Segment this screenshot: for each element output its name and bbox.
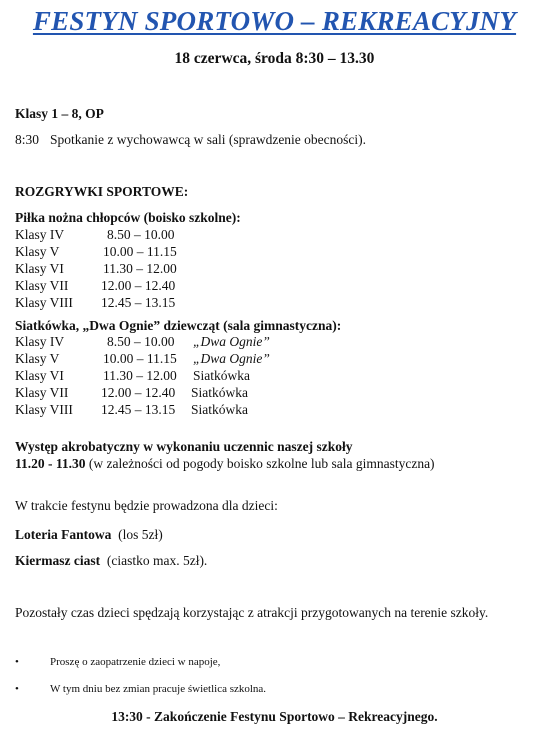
time-range: 12.00 – 12.40	[101, 278, 176, 293]
time-range: 11.30 – 12.00	[103, 261, 177, 276]
time-range: 10.00 – 11.15	[103, 244, 177, 259]
bullet-text: Proszę o zaopatrzenie dzieci w napoje,	[50, 656, 221, 668]
page-title: FESTYN SPORTOWO – REKREACYJNY	[32, 6, 517, 36]
football-heading: Piłka nożna chłopców (boisko szkolne):	[15, 210, 241, 225]
time-range: 10.00 – 11.15	[103, 351, 177, 366]
schedule-row	[15, 401, 270, 418]
schedule-row	[15, 260, 197, 277]
time-range: 12.00 – 12.40	[101, 385, 176, 400]
lottery-label: Loteria Fantowa	[15, 527, 112, 542]
volleyball-heading: Siatkówka, „Dwa Ognie” dziewcząt (sala gimnastyczna):	[15, 318, 342, 333]
time-range: 8.50 – 10.00	[107, 334, 175, 349]
event-date: 18 czerwca, środa 8:30 – 13.30	[174, 50, 375, 67]
bake-sale-line	[15, 552, 207, 569]
schedule-row	[15, 350, 270, 367]
schedule-row	[15, 333, 270, 350]
class-name: Klasy IV	[15, 227, 65, 242]
game-name: Siatkówka	[191, 385, 248, 400]
class-name: Klasy VI	[15, 261, 64, 276]
schedule-row	[15, 367, 270, 384]
classes-heading: Klasy 1 – 8, OP	[15, 106, 104, 121]
acrobatics-heading: Występ akrobatyczny w wykonaniu uczennic naszej szkoły	[15, 439, 353, 454]
schedule-row	[15, 226, 197, 243]
class-name: Klasy V	[15, 351, 60, 366]
bullet-dot-icon: •	[15, 683, 19, 695]
class-name: Klasy VIII	[15, 295, 73, 310]
class-name: Klasy IV	[15, 334, 65, 349]
remaining-time-text: Pozostały czas dzieci spędzają korzystając z atrakcji przygotowanych na terenie szkoły.	[15, 605, 489, 620]
schedule-row	[15, 384, 270, 401]
bullet-dot-icon: •	[15, 656, 19, 668]
lottery-line	[15, 526, 163, 543]
time-range: 12.45 – 13.15	[101, 295, 176, 310]
time-range: 12.45 – 13.15	[101, 402, 176, 417]
game-name: Siatkówka	[193, 368, 250, 383]
schedule-row	[15, 294, 197, 311]
bullet-item	[15, 656, 221, 668]
closing-line: 13:30 - Zakończenie Festynu Sportowo – Rekreacyjnego.	[111, 709, 438, 724]
game-name: „Dwa Ognie”	[193, 351, 270, 366]
bullet-item	[15, 683, 267, 695]
bullet-text: W tym dniu bez zmian pracuje świetlica szkolna.	[50, 683, 267, 695]
bake-sale-label: Kiermasz ciast	[15, 553, 101, 568]
bake-sale-note: (ciastko max. 5zł).	[106, 553, 208, 568]
volleyball-schedule	[15, 333, 270, 418]
football-schedule	[15, 226, 197, 311]
meeting-line	[15, 131, 366, 148]
acrobatics-note: (w zależności od pogody boisko szkolne lub sala gimnastyczna)	[88, 456, 435, 471]
acrobatics-line	[15, 455, 435, 472]
time-range: 8.50 – 10.00	[107, 227, 175, 242]
game-name: Siatkówka	[191, 402, 248, 417]
meeting-text: Spotkanie z wychowawcą w sali (sprawdzenie obecności).	[50, 132, 367, 147]
sports-heading: ROZGRYWKI SPORTOWE:	[15, 184, 189, 199]
acrobatics-time: 11.20 - 11.30	[15, 456, 86, 471]
class-name: Klasy VII	[15, 385, 69, 400]
class-name: Klasy VII	[15, 278, 69, 293]
schedule-row	[15, 277, 197, 294]
class-name: Klasy VIII	[15, 402, 73, 417]
meeting-time: 8:30	[15, 132, 40, 147]
time-range: 11.30 – 12.00	[103, 368, 177, 383]
game-name: „Dwa Ognie”	[193, 334, 270, 349]
class-name: Klasy VI	[15, 368, 64, 383]
lottery-note: (los 5zł)	[118, 527, 163, 542]
schedule-row	[15, 243, 197, 260]
festival-intro: W trakcie festynu będzie prowadzona dla dzieci:	[15, 498, 278, 513]
class-name: Klasy V	[15, 244, 60, 259]
